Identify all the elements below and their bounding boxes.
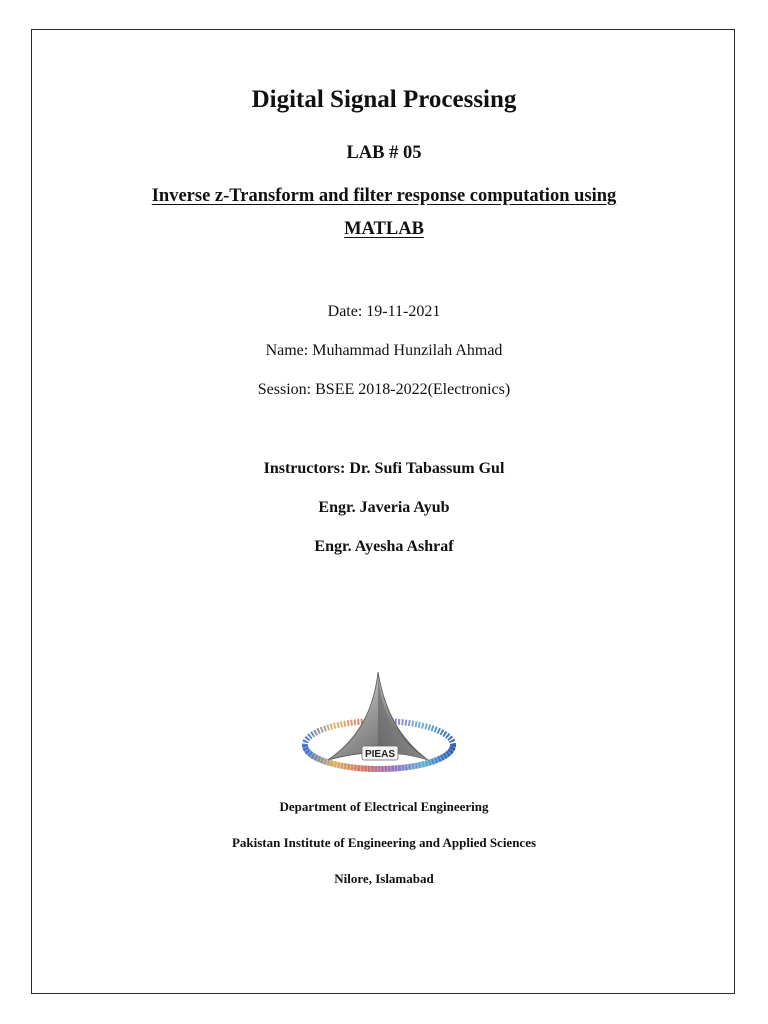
student-name: Name: Muhammad Hunzilah Ahmad	[265, 342, 503, 359]
instructor-line-1: Instructors: Dr. Sufi Tabassum Gul	[263, 460, 505, 477]
institute-text: Pakistan Institute of Engineering and Applied Sciences	[231, 835, 537, 850]
lab-subtitle-line2: MATLAB	[344, 219, 424, 239]
document-title: Digital Signal Processing	[251, 86, 517, 113]
logo-text: PIEAS	[364, 749, 396, 760]
pieas-logo	[300, 668, 458, 780]
location-text: Nilore, Islamabad	[334, 871, 434, 886]
department-text: Department of Electrical Engineering	[279, 799, 489, 814]
lab-subtitle-line1: Inverse z-Transform and filter response computation using	[151, 186, 617, 206]
instructor-line-2: Engr. Javeria Ayub	[318, 499, 450, 516]
date-text: Date: 19-11-2021	[327, 303, 441, 320]
instructor-line-3: Engr. Ayesha Ashraf	[314, 538, 454, 555]
session-text: Session: BSEE 2018-2022(Electronics)	[257, 381, 511, 398]
lab-number: LAB # 05	[346, 143, 422, 163]
